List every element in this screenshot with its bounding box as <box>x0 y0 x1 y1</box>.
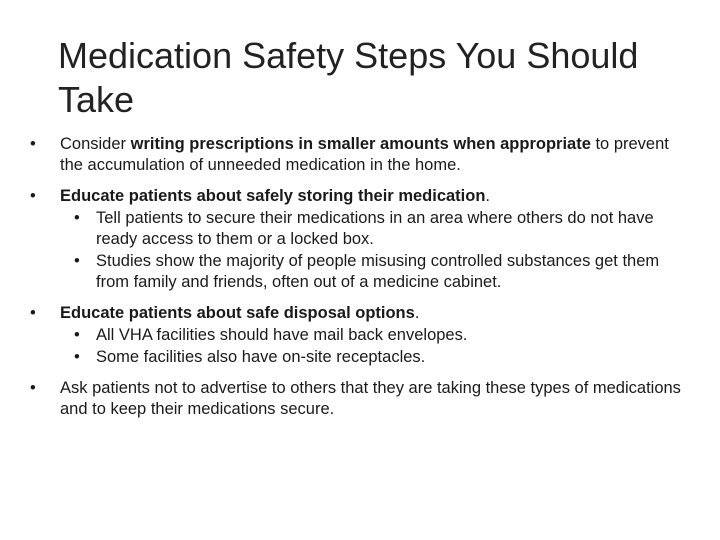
sub-bullet-item <box>66 325 690 346</box>
bullet-icon: • <box>74 326 80 344</box>
bullet-icon: • <box>30 304 36 322</box>
bullet-icon: • <box>30 379 36 397</box>
sub-bullet-item <box>66 347 690 368</box>
bullet-icon: • <box>74 252 80 270</box>
bullet-icon: • <box>30 135 36 153</box>
bullet-text-bold: writing prescriptions in smaller amounts when appropriate <box>130 135 591 153</box>
bullet-item-4 <box>30 378 690 420</box>
bullet-text-bold: Educate patients about safely storing their medication <box>60 187 486 205</box>
bullet-text-bold: Educate patients about safe disposal options <box>60 304 415 322</box>
bullet-icon: • <box>30 187 36 205</box>
bullet-text-pre: Ask patients not to advertise to others that they are taking these types of medications and to keep their medications secure. <box>60 379 681 418</box>
sub-bullet-text: Tell patients to secure their medications in an area where others do not have ready access to them or a locked box. <box>96 209 654 248</box>
bullet-icon: • <box>74 209 80 227</box>
slide-content <box>30 134 690 430</box>
slide-title: Medication Safety Steps You Should Take <box>58 35 639 120</box>
bullet-text-post: to prevent the accumulation of unneeded medication in the home. <box>60 135 669 174</box>
bullet-item-1 <box>30 134 690 176</box>
bullet-text-pre: Consider <box>60 135 131 153</box>
sub-bullet-item <box>66 208 690 250</box>
bullet-text-post: . <box>485 187 491 205</box>
sub-bullet-text: Studies show the majority of people misusing controlled substances get them from family and friends, often out of a medicine cabinet. <box>96 252 660 291</box>
bullet-item-3 <box>30 303 690 368</box>
sub-bullet-list <box>60 325 690 368</box>
bullet-list <box>30 134 690 420</box>
bullet-item-2 <box>30 186 690 293</box>
bullet-icon: • <box>74 348 80 366</box>
sub-bullet-text: All VHA facilities should have mail back envelopes. <box>96 326 468 344</box>
sub-bullet-item <box>66 251 690 293</box>
bullet-text-post: . <box>414 304 420 322</box>
sub-bullet-text: Some facilities also have on-site receptacles. <box>96 348 426 366</box>
sub-bullet-list <box>60 208 690 293</box>
